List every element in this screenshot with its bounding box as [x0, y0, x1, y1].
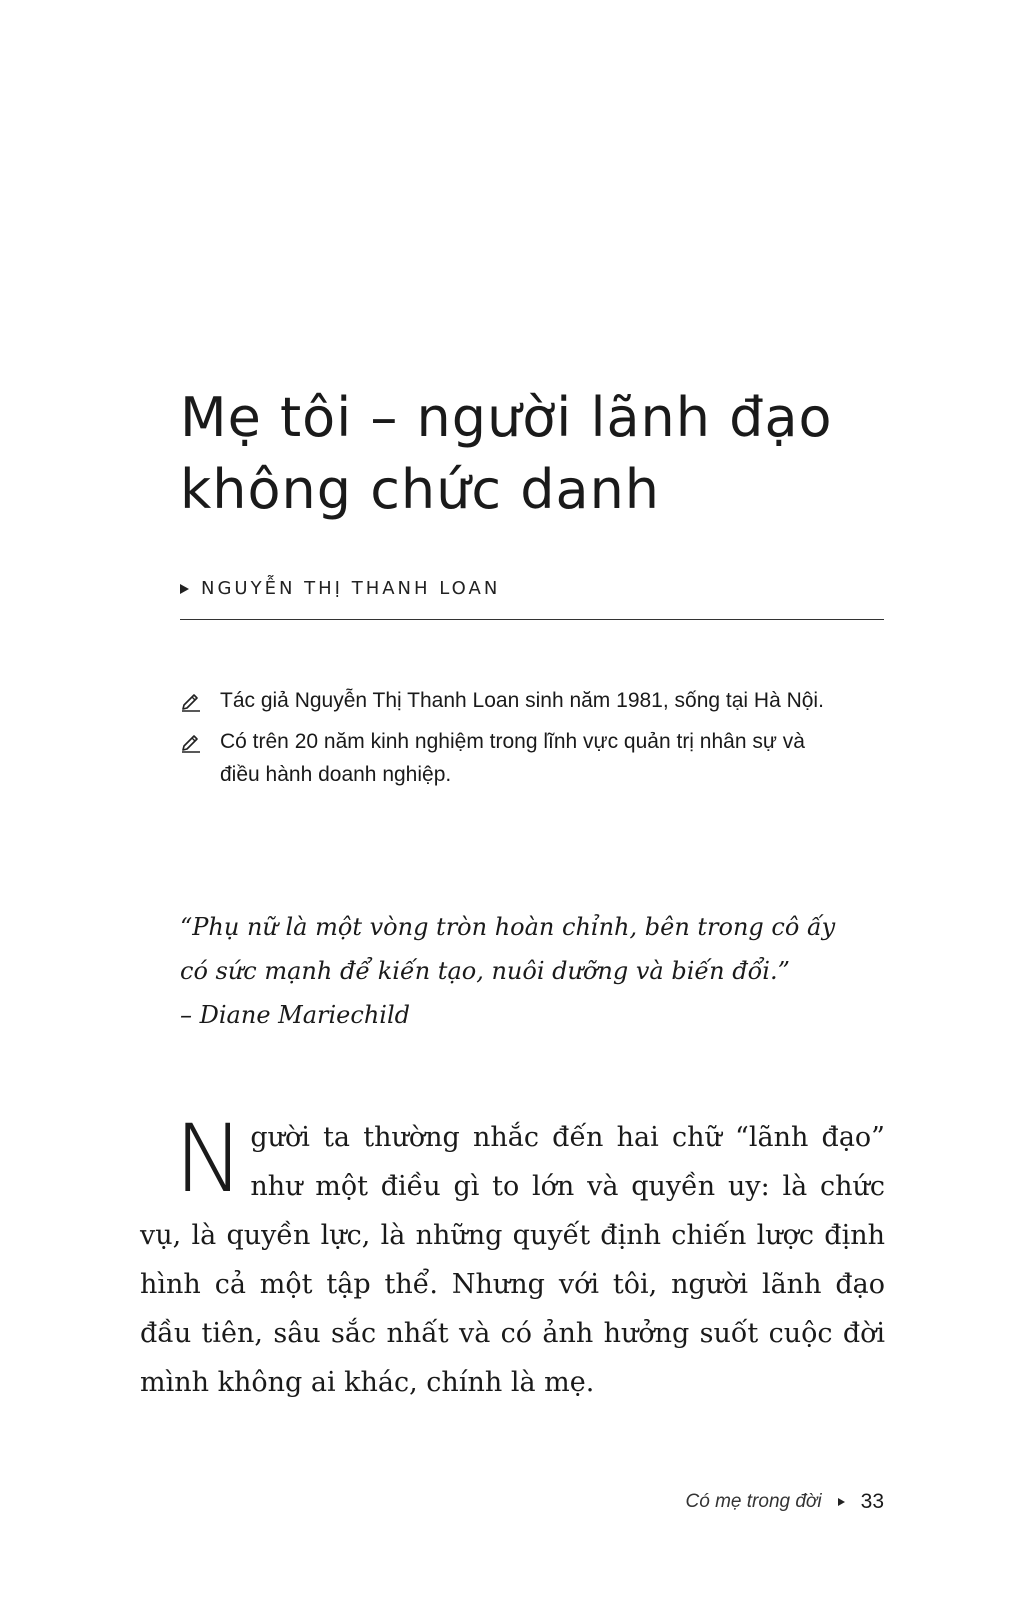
- author-name: NGUYỄN THỊ THANH LOAN: [201, 578, 501, 599]
- bio-item: [180, 684, 840, 717]
- epigraph-quote: [180, 905, 900, 1037]
- body-text: gười ta thường nhắc đến hai chữ “lãnh đạo” như một điều gì to lớn và quyền uy: là chức vụ, là quyền lực, là những quyết định chiến lược định hình cả một tập thể. Nhưng với tôi, người lãnh đạo đầu tiên, sâu sắc nhất và có ảnh hưởng suốt cuộc đời mình không ai khác, chính là mẹ.: [140, 1122, 885, 1398]
- quote-line-1: “Phụ nữ là một vòng tròn hoàn chỉnh, bên trong cô ấy: [180, 913, 836, 941]
- pencil-icon: [180, 684, 220, 717]
- pencil-icon: [180, 725, 220, 791]
- page-footer: [686, 1490, 884, 1514]
- chapter-title-line-1: Mẹ tôi – người lãnh đạo: [180, 386, 833, 449]
- quote-attribution: – Diane Mariechild: [180, 1001, 410, 1029]
- triangle-bullet-icon: [180, 584, 189, 594]
- author-bio: [180, 684, 840, 799]
- body-paragraph: [140, 1105, 885, 1407]
- bio-text: Tác giả Nguyễn Thị Thanh Loan sinh năm 1981, sống tại Hà Nội.: [220, 689, 824, 712]
- bio-item: [180, 725, 840, 791]
- divider-line: [180, 619, 884, 620]
- chapter-title: [180, 382, 900, 526]
- drop-cap: N: [174, 1105, 245, 1214]
- bio-text: Có trên 20 năm kinh nghiệm trong lĩnh vực quản trị nhân sự và điều hành doanh nghiệp.: [220, 730, 805, 786]
- running-footer-title: Có mẹ trong đời: [685, 1491, 822, 1512]
- triangle-bullet-icon: [838, 1498, 845, 1506]
- quote-line-2: có sức mạnh để kiến tạo, nuôi dưỡng và biến đổi.”: [180, 957, 790, 985]
- author-byline: [180, 578, 500, 599]
- page-number: 33: [860, 1490, 884, 1513]
- chapter-title-line-2: không chức danh: [180, 458, 661, 521]
